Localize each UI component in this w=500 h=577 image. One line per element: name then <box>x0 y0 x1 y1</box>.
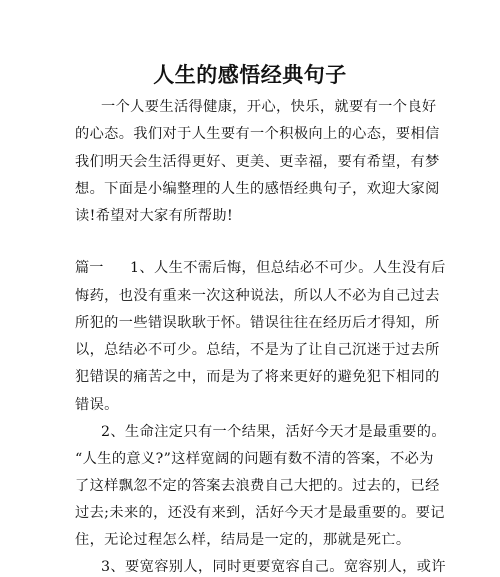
section-line: 以，总结必不可少。总结，不是为了让自己沉迷于过去所 <box>75 342 440 358</box>
section-line: 所犯的一些错误耿耿于怀。错误往往在经历后才得知，所 <box>75 315 440 331</box>
intro-line: 想。下面是小编整理的人生的感悟经典句子，欢迎大家阅 <box>75 181 440 197</box>
section-line: 悔药，也没有重来一次这种说法，所以人不必为自己过去 <box>75 288 440 304</box>
section-label: 篇一 <box>75 260 104 276</box>
intro-line: 一个人要生活得健康，开心，快乐，就要有一个良好 <box>101 99 437 115</box>
section-line: 过去;未来的，还没有来到，活好今天才是最重要的。要记 <box>75 505 445 521</box>
section-line: 3、要宽容别人，同时更要宽容自己。宽容别人，或许 <box>101 559 446 575</box>
section-line: 1、人生不需后悔，但总结必不可少。人生没有后 <box>130 260 446 276</box>
section-line: 错误。 <box>75 397 119 413</box>
section-line: 住，无论过程怎么样，结局是一定的，那就是死亡。 <box>75 532 411 548</box>
document-title: 人生的感悟经典句子 <box>153 62 347 87</box>
section-line: 2、生命注定只有一个结果，活好今天才是最重要的。 <box>101 424 446 440</box>
intro-line: 我们明天会生活得更好、更美、更幸福，要有希望，有梦 <box>75 154 440 170</box>
intro-line: 读!希望对大家有所帮助! <box>75 208 234 224</box>
section-line: “人生的意义?”这样宽阔的问题有数不清的答案，不必为 <box>75 451 434 467</box>
section-line: 了这样飘忽不定的答案去浪费自己大把的。过去的，已经 <box>75 478 440 494</box>
section-line: 犯错误的痛苦之中，而是为了将来更好的避免犯下相同的 <box>75 369 440 385</box>
intro-line: 的心态。我们对于人生要有一个积极向上的心态，要相信 <box>75 126 440 142</box>
